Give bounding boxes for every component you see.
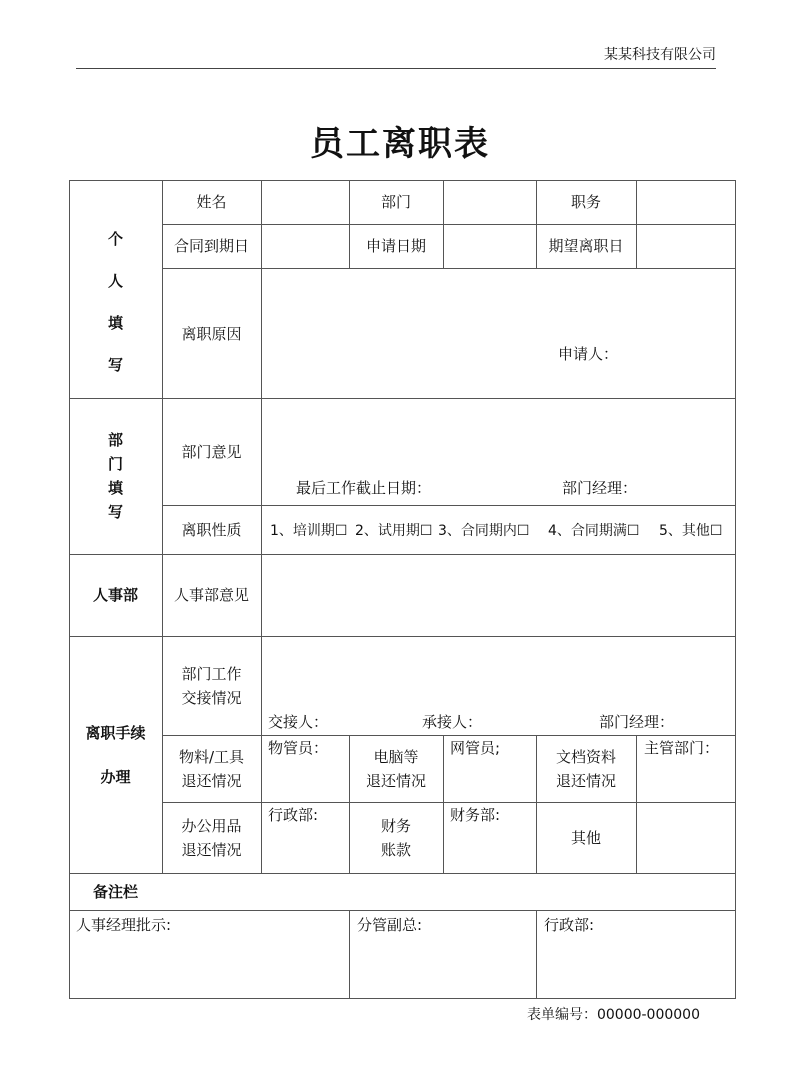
admin-dept-label: 行政部: [268,806,319,824]
receiver-label: 承接人： [422,713,483,731]
nature-option-probation[interactable]: 2、试用期☐ [355,523,433,539]
section-char: 写 [107,356,123,374]
section-procedures-label [69,636,162,873]
form-number: 表单编号：00000-000000 [526,1007,700,1023]
position-field[interactable] [636,180,735,224]
label-line: 账款 [380,840,411,859]
computer-label [349,735,443,802]
table-border-right [735,180,736,999]
section-text: 离职手续 [85,723,146,742]
finance-dept-label: 财务部: [450,806,501,824]
label-line: 退还情况 [555,771,616,790]
contract-end-field[interactable] [261,224,349,268]
docs-label [536,735,636,802]
nature-option-other[interactable]: 5、其他☐ [659,523,723,539]
section-department-label [69,398,162,554]
contract-end-label: 合同到期日 [173,237,249,255]
name-label: 姓名 [196,193,227,211]
dept-manager-label: 部门经理： [562,479,638,497]
position-label: 职务 [570,193,601,211]
materials-label [162,735,261,802]
handover-label [162,636,261,735]
section-char: 人 [107,272,123,290]
nature-option-training[interactable]: 1、培训期☐ [270,523,348,539]
label-line: 部门工作 [181,665,242,683]
dept-opinion-label: 部门意见 [181,442,242,461]
nature-option-contract-expired[interactable]: 4、合同期满☐ [548,523,640,539]
label-line: 退还情况 [181,840,242,859]
section-hr-label: 人事部 [92,586,138,604]
dept-label: 部门 [380,193,411,211]
label-line: 物料/工具 [178,747,245,766]
last-work-date-label: 最后工作截止日期： [296,479,432,497]
hr-opinion-field[interactable] [261,554,735,636]
reason-label: 离职原因 [181,325,242,343]
warehouse-keeper-label: 物管员： [268,739,329,757]
label-line: 退还情况 [181,771,242,790]
section-char: 门 [107,455,123,473]
other-field[interactable] [636,802,735,873]
section-text: 办理 [100,767,131,786]
company-name: 某某科技有限公司 [604,47,716,63]
expected-date-field[interactable] [636,224,735,268]
page-title: 员工离职表 [310,124,490,164]
remarks-label: 备注栏 [92,882,138,901]
admin-approval-label: 行政部: [544,916,595,934]
section-personal-label [69,222,162,382]
table-border-bottom [69,998,736,999]
section-char: 个 [107,230,123,248]
deputy-gm-approval[interactable] [349,910,536,998]
dept-field[interactable] [443,180,536,224]
col-divider [443,735,444,874]
section-char: 填 [107,479,123,497]
remarks-field[interactable] [162,873,735,910]
apply-date-field[interactable] [443,224,536,268]
finance-label [349,802,443,873]
apply-date-label: 申请日期 [365,237,426,255]
label-line: 交接情况 [181,689,242,707]
label-line: 退还情况 [365,771,426,790]
nature-option-in-contract[interactable]: 3、合同期内☐ [438,523,530,539]
label-line: 办公用品 [181,816,242,835]
section-char: 填 [107,314,123,332]
label-line: 财务 [380,816,411,835]
other-label: 其他 [570,828,601,847]
supervisor-dept-label: 主管部门： [644,739,720,757]
hr-opinion-label: 人事部意见 [173,586,249,604]
admin-approval[interactable] [536,910,735,998]
label-line: 文档资料 [555,747,616,766]
label-line: 电脑等 [373,747,419,766]
header-divider [76,68,716,69]
hr-manager-approval[interactable] [69,910,349,998]
applicant-label: 申请人： [558,345,619,363]
deputy-gm-approval-label: 分管副总: [357,916,423,934]
section-char: 部 [107,431,123,449]
expected-date-label: 期望离职日 [548,237,624,255]
name-field[interactable] [261,180,349,224]
section-char: 写 [107,503,123,521]
hr-manager-approval-label: 人事经理批示: [76,916,172,934]
handover-person-label: 交接人： [268,713,329,731]
network-admin-label: 网管员; [450,739,501,757]
reason-field[interactable] [261,268,735,398]
handover-manager-label: 部门经理： [599,713,675,731]
nature-label: 离职性质 [181,520,242,539]
office-supplies-label [162,802,261,873]
